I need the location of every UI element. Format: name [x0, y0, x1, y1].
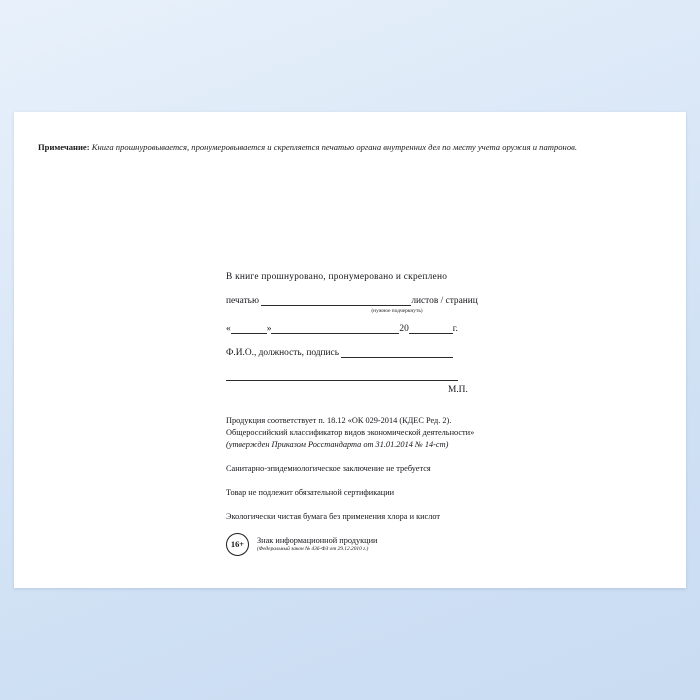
seal-prefix-label: печатью: [226, 296, 259, 306]
quote-close: »: [266, 324, 272, 334]
seal-place-label: М.П.: [448, 385, 468, 395]
footer-p1-line2: Общероссийский классификатор видов экономической деятельности»: [226, 428, 475, 438]
month-field[interactable]: [271, 324, 399, 334]
certification-line-3: [226, 324, 626, 334]
year-field[interactable]: [409, 324, 453, 334]
certification-line-2: [226, 296, 626, 306]
document-page: [14, 112, 686, 588]
age-mark-subtitle: (Федеральный закон № 436-ФЗ от 29.12.2010 г.): [257, 546, 369, 553]
underline-hint: (нужное подчеркнуть): [371, 308, 423, 314]
sheets-suffix-label: листов / страниц: [411, 296, 478, 306]
age-mark-text: [257, 536, 377, 554]
certification-block: [226, 272, 626, 556]
age-mark-title: Знак информационной продукции: [257, 535, 378, 545]
signatory-label: Ф.И.О., должность, подпись: [226, 348, 339, 358]
signatory-field[interactable]: [341, 348, 453, 358]
footer-paragraph-2: Санитарно-эпидемиологическое заключение не требуется: [226, 464, 431, 474]
note-label: Примечание:: [38, 142, 90, 152]
year-suffix: г.: [452, 324, 458, 334]
note-text: Книга прошнуровывается, пронумеровывается и скрепляется печатью органа внутренних дел по месту учета оружия и патронов.: [89, 142, 577, 152]
note-paragraph: [38, 141, 666, 154]
signatory-field-continued[interactable]: [226, 369, 458, 381]
footer-paragraph-3: Товар не подлежит обязательной сертификации: [226, 488, 395, 498]
certification-line-4: [226, 348, 626, 358]
footer-p1-line3: (утвержден Приказом Росстандарта от 31.01.2014 № 14-ст): [226, 440, 449, 450]
footer-paragraph-1: [226, 415, 626, 451]
day-field[interactable]: [231, 324, 267, 334]
quote-open: «: [226, 324, 231, 334]
footer-paragraph-4: Экологически чистая бумага без применения хлора и кислот: [226, 512, 441, 522]
age-rating-badge: 16+: [226, 533, 249, 556]
sheets-count-field[interactable]: [261, 296, 411, 306]
footer-p1-line1: Продукция соответствует п. 18.12 «ОК 029-2014 (КДЕС Ред. 2).: [226, 416, 452, 425]
age-mark-row: [226, 533, 626, 556]
year-prefix: 20: [399, 324, 409, 334]
certification-line-1: В книге прошнуровано, пронумеровано и скреплено: [226, 272, 448, 282]
